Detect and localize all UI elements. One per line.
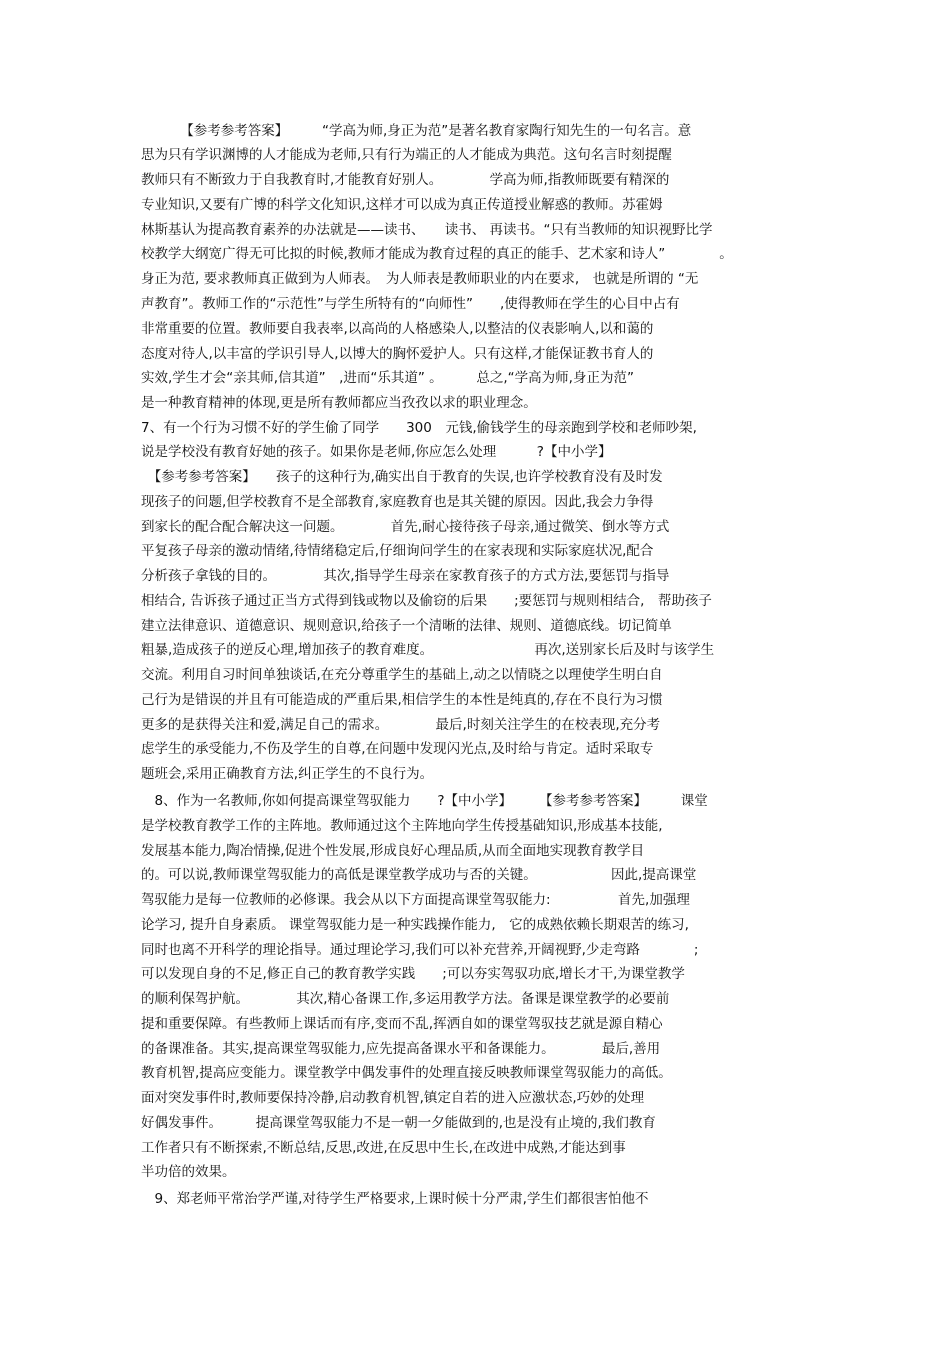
text-line: 的顺利保驾护航。 其次,精心备课工作,多运用教学方法。备课是课堂教学的必要前 [141,991,670,1007]
text-line: 虑学生的承受能力,不伤及学生的自尊,在问题中发现闪光点,及时给与肯定。适时采取专 [141,741,654,757]
text-line: 态度对待人,以丰富的学识引导人,以博大的胸怀爱护人。只有这样,才能保证教书育人的 [141,346,654,362]
text-line: 更多的是获得关注和爱,满足自己的需求。 最后,时刻关注学生的在校表现,充分考 [141,717,661,733]
text-line: 提和重要保障。有些教师上课话而有序,变而不乱,挥洒自如的课堂驾驭技艺就是源自精心 [141,1016,663,1032]
question-7-heading: 7、有一个行为习惯不好的学生偷了同学 300 元钱,偷钱学生的母亲跑到学校和老师吵架, [141,420,697,436]
text-line: 同时也离不开科学的理论指导。通过理论学习,我们可以补充营养,开阔视野,少走弯路 ; [141,942,699,958]
text-line: 思为只有学识渊博的人才能成为老师,只有行为端正的人才能成为典范。这句名言时刻提醒 [141,147,672,163]
text-line: 的。可以说,教师课堂驾驭能力的高低是课堂教学成功与否的关键。 因此,提高课堂 [141,867,697,883]
text-line: 身正为范, 要求教师真正做到为人师表。 为人师表是教师职业的内在要求, 也就是所谓的 “无 [141,271,699,287]
text-line: 分析孩子拿钱的目的。 其次,指导学生母亲在家教育孩子的方式方法,要惩罚与指导 [141,568,670,584]
text-line: 非常重要的位置。教师要自我表率,以高尚的人格感染人,以整洁的仪表影响人,以和蔼的 [141,321,654,337]
text-line: 工作者只有不断探索,不断总结,反思,改进,在反思中生长,在改进中成熟,才能达到事 [141,1140,626,1156]
text-line: 的备课准备。其实,提高课堂驾驭能力,应先提高备课水平和备课能力。 最后,善用 [141,1041,661,1057]
text-line: 林斯基认为提高教育素养的办法就是——读书、 读书、 再读书。“只有当教师的知识视野比学 [141,222,713,238]
text-line: 面对突发事件时,教师要保持冷静,启动教育机智,镇定自若的进入应激状态,巧妙的处理 [141,1090,645,1106]
text-line: 己行为是错误的并且有可能造成的严重后果,相信学生的本性是纯真的,存在不良行为习惯 [141,692,663,708]
text-line: 建立法律意识、道德意识、规则意识,给孩子一个清晰的法律、规则、道德底线。切记简单 [141,618,672,634]
text-line: 专业知识,又要有广博的科学文化知识,这样才可以成为真正传道授业解惑的教师。苏霍姆 [141,197,663,213]
text-line: 是一种教育精神的体现,更是所有教师都应当孜孜以求的职业理念。 [141,395,537,411]
text-line: 现孩子的问题,但学校教育不是全部教育,家庭教育也是其关键的原因。因此,我会力争得 [141,494,654,510]
text-line: 半功倍的效果。 [141,1164,236,1180]
text-line: 到家长的配合配合解决这一问题。 首先,耐心接待孩子母亲,通过微笑、倒水等方式 [141,519,670,535]
text-line: 说是学校没有教育好她的孩子。如果你是老师,你应怎么处理 ?【中小学】 [141,444,612,460]
text-line: 好偶发事件。 提高课堂驾驭能力不是一朝一夕能做到的,也是没有止境的,我们教育 [141,1115,656,1131]
text-line: 校教学大纲宽广得无可比拟的时候,教师才能成为教育过程的真正的能手、艺术家和诗人” 。 [141,246,733,262]
text-line: 声教育”。教师工作的“示范性”与学生所特有的“向师性” ,使得教师在学生的心目中占有 [141,296,680,312]
text-line: 论学习, 提升自身素质。 课堂驾驭能力是一种实践操作能力, 它的成熟依赖长期艰苦的练习, [141,917,689,933]
text-line: 【参考参考答案】 孩子的这种行为,确实出自于教育的失误,也许学校教育没有及时发 [141,469,663,485]
text-line: 题班会,采用正确教育方法,纠正学生的不良行为。 [141,766,434,782]
text-line: 可以发现自身的不足,修正自己的教育教学实践 ;可以夯实驾驭功底,增长才干,为课堂教学 [141,966,685,982]
text-line: 实效,学生才会“亲其师,信其道” ,进而“乐其道” 。 总之,“学高为师,身正为范” [141,370,634,386]
text-line: 交流。利用自习时间单独谈话,在充分尊重学生的基础上,动之以情晓之以理使学生明白自 [141,667,663,683]
question-9-heading: 9、郑老师平常治学严谨,对待学生严格要求,上课时候十分严肃,学生们都很害怕他不 [141,1191,649,1207]
text-line: 平复孩子母亲的激动情绪,待情绪稳定后,仔细询问学生的在家表现和实际家庭状况,配合 [141,543,654,559]
text-line: 发展基本能力,陶冶情操,促进个性发展,形成良好心理品质,从而全面地实现教育教学目 [141,843,645,859]
text-line: 驾驭能力是每一位教师的必修课。我会从以下方面提高课堂驾驭能力: 首先,加强理 [141,892,690,908]
question-8-heading: 8、作为一名教师,你如何提高课堂驾驭能力 ?【中小学】 【参考参考答案】 课堂 [141,793,708,809]
text-line: 是学校教育教学工作的主阵地。教师通过这个主阵地向学生传授基础知识,形成基本技能, [141,818,663,834]
text-line: 教师只有不断致力于自我教育时,才能教育好别人。 学高为师,指教师既要有精深的 [141,172,670,188]
text-line: 粗暴,造成孩子的逆反心理,增加孩子的教育难度。 再次,送别家长后及时与该学生 [141,642,715,658]
text-line: 【参考参考答案】 “学高为师,身正为范”是著名教育家陶行知先生的一句名言。意 [160,123,692,139]
text-line: 相结合, 告诉孩子通过正当方式得到钱或物以及偷窃的后果 ;要惩罚与规则相结合, 帮助孩子 [141,593,712,609]
text-line: 教育机智,提高应变能力。课堂教学中偶发事件的处理直接反映教师课堂驾驭能力的高低。 [141,1065,672,1081]
